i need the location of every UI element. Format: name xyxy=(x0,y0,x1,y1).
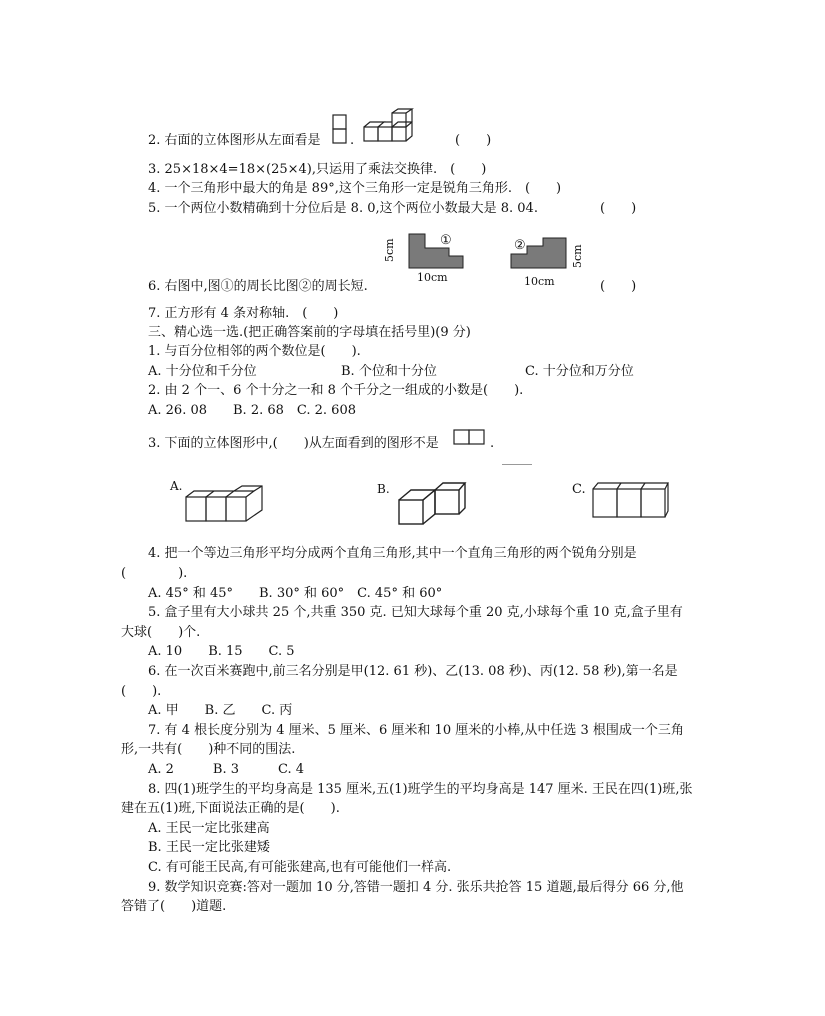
mc8-option-c: C. 有可能王民高,有可能张建高,也有可能他们一样高. xyxy=(148,860,452,875)
tf2-text: 2. 右面的立体图形从左面看是 xyxy=(148,133,321,148)
tf5-answer-paren: ( ) xyxy=(600,201,637,216)
mc3-option-b-label: B. xyxy=(377,482,390,496)
shape-2-number: ② xyxy=(514,238,526,253)
tf2-answer-paren: ( ) xyxy=(455,133,492,148)
mc1-option-c: C. 十分位和万分位 xyxy=(525,364,634,379)
mc-question-4-line1: 4. 把一个等边三角形平均分成两个直角三角形,其中一个直角三角形的两个锐角分别是 xyxy=(148,546,637,561)
mc-question-2: 2. 由 2 个一、6 个十分之一和 8 个千分之一组成的小数是( ). xyxy=(148,383,524,398)
mc8-option-a: A. 王民一定比张建高 xyxy=(148,821,270,836)
shape-1-width-label: 10cm xyxy=(417,271,448,284)
mc-question-6-line2: ( ). xyxy=(121,684,162,699)
mc3-option-c-label: C. xyxy=(572,482,586,497)
shape-2-width-label: 10cm xyxy=(524,275,555,288)
mc-question-5-line1: 5. 盒子里有大小球共 25 个,共重 350 克. 已知大球每个重 20 克,小球每个重 10 克,盒子里有 xyxy=(148,605,683,620)
mc3-period: . xyxy=(490,436,495,451)
tf-question-3: 3. 25×18×4=18×(25×4),只运用了乘法交换律. ( ) xyxy=(148,162,487,177)
mc-question-9-line1: 9. 数学知识竞赛:答对一题加 10 分,答错一题扣 4 分. 张乐共抢答 15 道题,最后得分 66 分,他 xyxy=(148,880,684,895)
mc2-options: A. 26. 08 B. 2. 68 C. 2. 608 xyxy=(148,403,356,418)
mc3-left-view-figure xyxy=(453,429,487,445)
mc3-option-c-figure xyxy=(592,481,668,519)
shape-1-figure xyxy=(408,232,464,270)
mc-question-1: 1. 与百分位相邻的两个数位是( ). xyxy=(148,344,361,359)
tf-question-5: 5. 一个两位小数精确到十分位后是 8. 0,这个两位小数最大是 8. 04. xyxy=(148,201,538,216)
tf2-left-view-figure xyxy=(332,114,348,146)
mc-question-4-line2: ( ). xyxy=(121,566,188,581)
tf-question-6: 6. 右图中,图①的周长比图②的周长短. xyxy=(148,279,368,294)
mc-question-8-line1: 8. 四(1)班学生的平均身高是 135 厘米,五(1)班学生的平均身高是 147 厘米. 王民在四(1)班,张 xyxy=(148,782,693,797)
mc5-options: A. 10 B. 15 C. 5 xyxy=(148,644,295,659)
mc-question-7-line1: 7. 有 4 根长度分别为 4 厘米、5 厘米、6 厘米和 10 厘米的小棒,从中任选 3 根围成一个三角 xyxy=(148,723,684,738)
mc-question-8-line2: 建在五(1)班,下面说法正确的是( ). xyxy=(121,801,340,816)
tf6-answer-paren: ( ) xyxy=(600,279,637,294)
mc3-option-b-figure xyxy=(396,480,466,528)
mc-question-6-line1: 6. 在一次百米赛跑中,前三名分别是甲(12. 61 秒)、乙(13. 08 秒)、丙(12. 58 秒),第一名是 xyxy=(148,664,678,679)
mc3-option-a-label: A. xyxy=(170,479,183,493)
tf-question-4: 4. 一个三角形中最大的角是 89°,这个三角形一定是锐角三角形. ( ) xyxy=(148,181,562,196)
shape-1-height-label: 5cm xyxy=(383,238,396,262)
mc7-options: A. 2 B. 3 C. 4 xyxy=(148,762,305,777)
mc-question-9-line2: 答错了( )道题. xyxy=(121,899,227,914)
section-3-heading: 三、精心选一选.(把正确答案前的字母填在括号里)(9 分) xyxy=(148,325,471,340)
mc-question-3: 3. 下面的立体图形中,( )从左面看到的图形不是 xyxy=(148,436,439,451)
tf-question-2 xyxy=(148,133,321,149)
mc1-option-a: A. 十分位和千分位 xyxy=(148,364,257,379)
tf2-period: . xyxy=(350,133,355,148)
mc8-option-b: B. 王民一定比张建矮 xyxy=(148,840,270,855)
mc-question-7-line2: 形,一共有( )种不同的围法. xyxy=(121,742,296,757)
shape-1-number: ① xyxy=(440,233,452,248)
mc3-option-a-figure xyxy=(185,485,267,525)
tf-question-7: 7. 正方形有 4 条对称轴. ( ) xyxy=(148,306,339,321)
shape-2-height-label: 5cm xyxy=(571,244,584,268)
mc6-options: A. 甲 B. 乙 C. 丙 xyxy=(148,703,293,718)
faint-rule xyxy=(502,464,532,465)
tf2-solid-figure xyxy=(362,109,420,145)
mc1-option-b: B. 个位和十分位 xyxy=(341,364,437,379)
mc-question-5-line2: 大球( )个. xyxy=(121,625,201,640)
mc4-options: A. 45° 和 45° B. 30° 和 60° C. 45° 和 60° xyxy=(148,586,443,601)
